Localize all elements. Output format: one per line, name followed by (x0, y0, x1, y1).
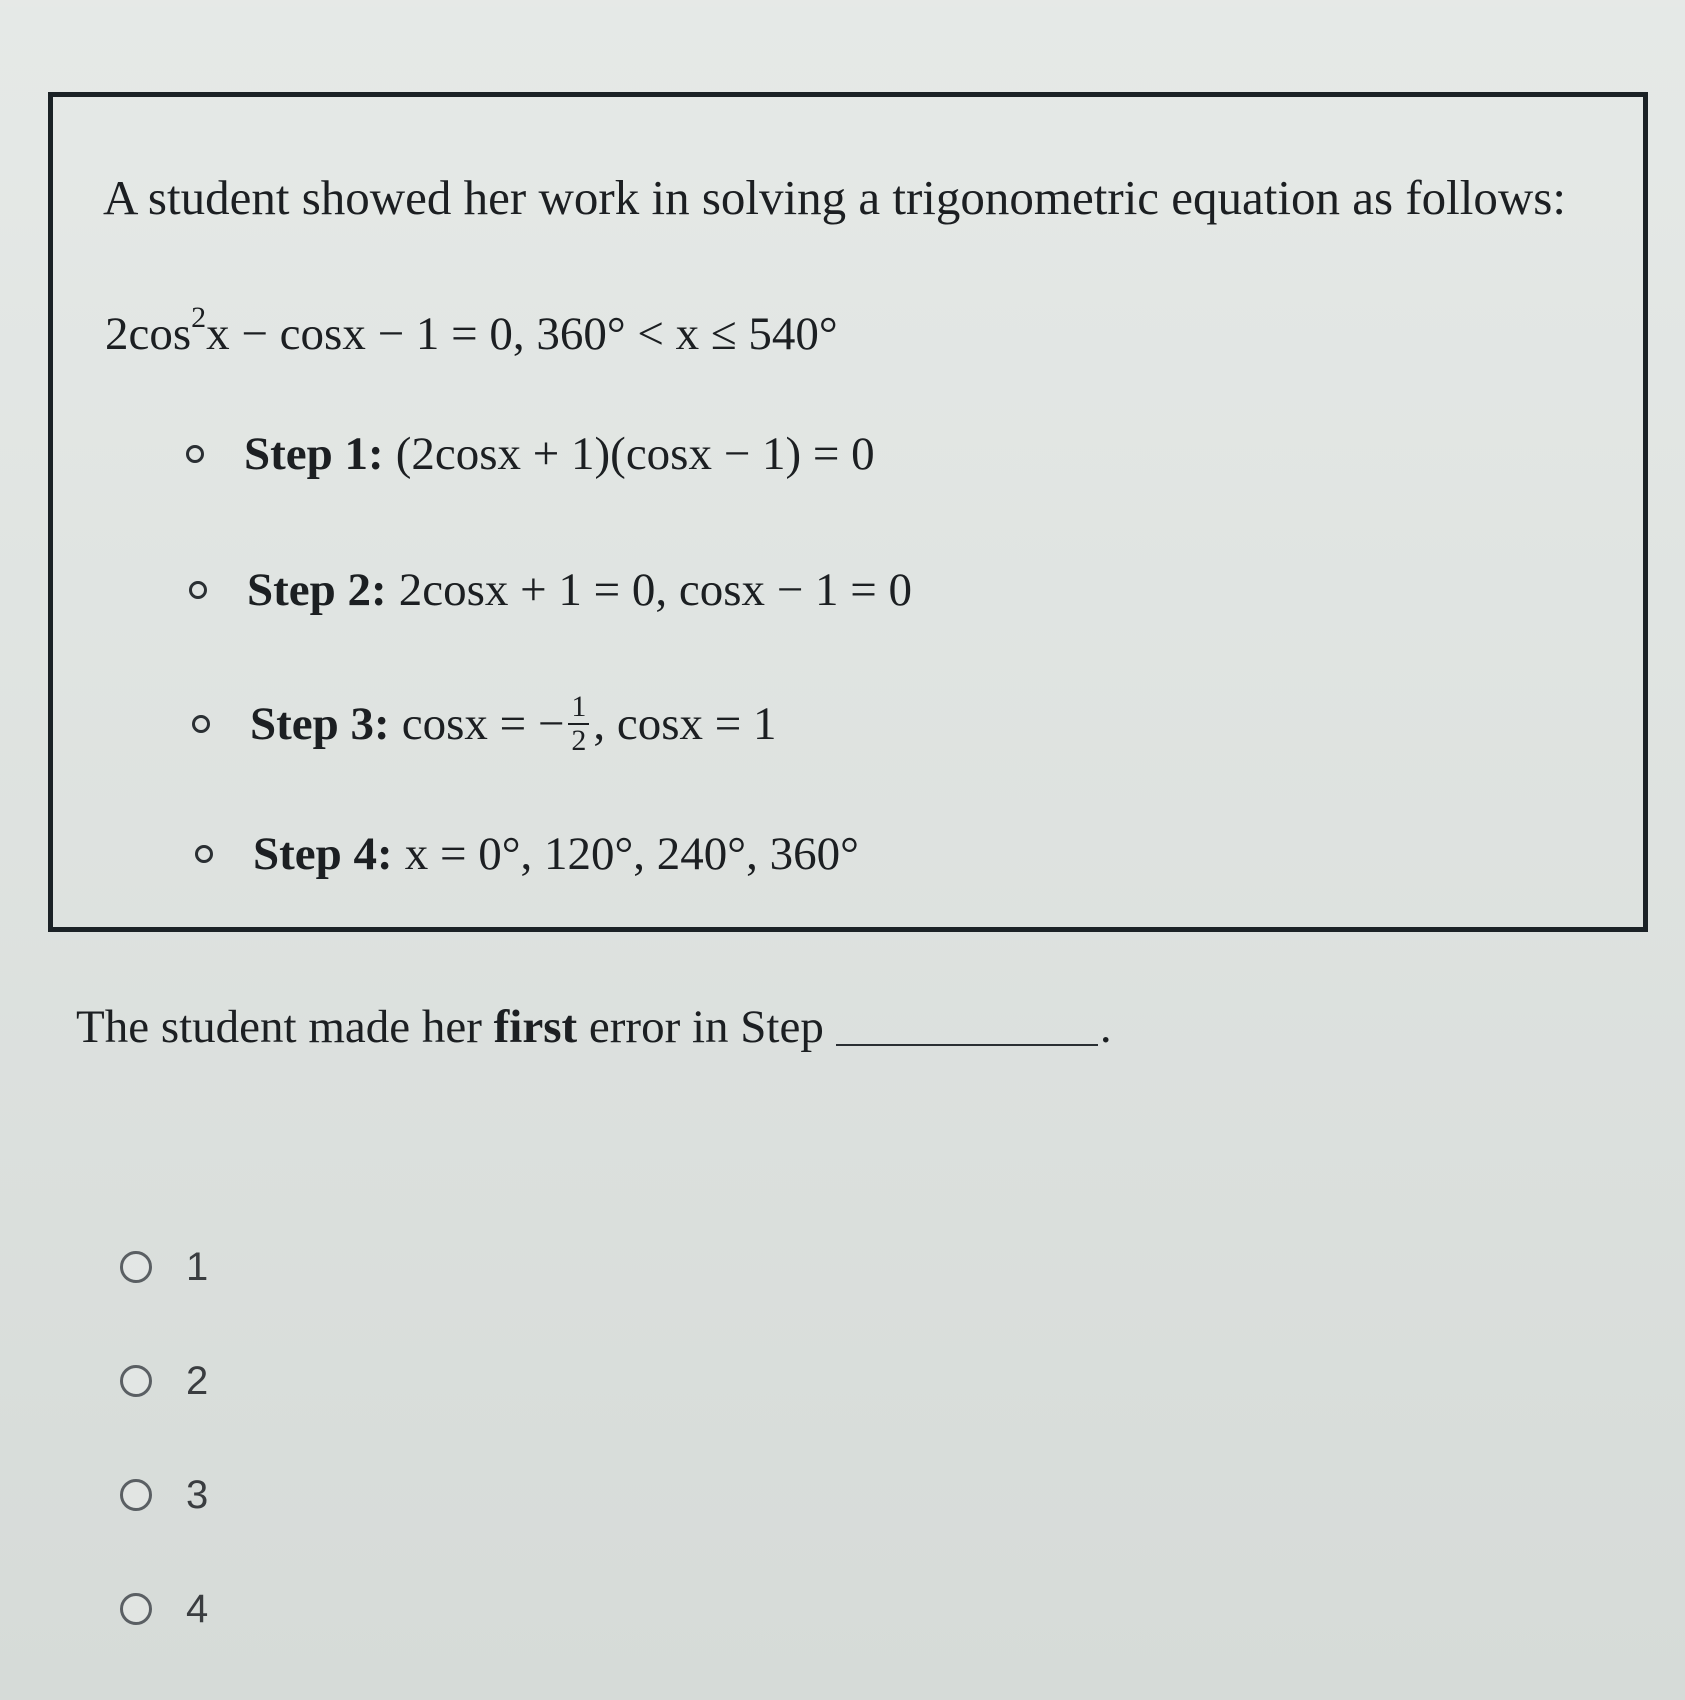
answer-blank (836, 1044, 1098, 1046)
answer-choices (120, 1210, 208, 1666)
choice-4[interactable] (120, 1552, 208, 1666)
followup-text: error in Step (577, 1001, 824, 1053)
question-box (48, 92, 1648, 932)
step-content: (2cosx + 1)(cosx − 1) = 0 (395, 428, 875, 480)
equation-part: x − cosx − 1 = 0, 360° < x ≤ 540° (206, 308, 838, 360)
choice-label: 4 (186, 1586, 209, 1631)
choice-label: 1 (186, 1244, 209, 1289)
choice-label: 3 (186, 1472, 209, 1517)
step-2 (189, 563, 912, 617)
followup-bold-word: first (493, 1001, 578, 1053)
bullet-icon (189, 581, 207, 599)
step-label: Step 1: (244, 428, 384, 480)
step-content: 2cosx + 1 = 0, cosx − 1 = 0 (398, 564, 913, 616)
fraction-denominator: 2 (571, 724, 587, 757)
choice-label: 2 (186, 1358, 209, 1403)
bullet-icon (192, 715, 210, 733)
followup-punctuation: . (1099, 1001, 1112, 1053)
fraction (568, 692, 589, 756)
choice-3[interactable] (120, 1438, 208, 1552)
step-label: Step 3: (250, 698, 390, 750)
bullet-icon (195, 845, 213, 863)
radio-button-icon[interactable] (120, 1479, 152, 1511)
step-label: Step 4: (253, 828, 393, 880)
radio-button-icon[interactable] (120, 1251, 152, 1283)
step-content-before: cosx = − (401, 698, 565, 750)
question-prompt: A student showed her work in solving a trigonometric equation as follows: (103, 170, 1566, 225)
step-content: x = 0°, 120°, 240°, 360° (404, 828, 859, 880)
radio-button-icon[interactable] (120, 1593, 152, 1625)
bullet-icon (186, 445, 204, 463)
radio-button-icon[interactable] (120, 1365, 152, 1397)
step-3 (192, 692, 777, 756)
step-content-after: , cosx = 1 (593, 698, 777, 750)
equation-part: 2cos (105, 308, 192, 360)
choice-1[interactable] (120, 1210, 208, 1324)
equation-exponent: 2 (191, 301, 207, 334)
step-label: Step 2: (247, 564, 387, 616)
followup-question (76, 1000, 1112, 1054)
step-1 (186, 427, 875, 481)
fraction-numerator: 1 (568, 692, 589, 725)
trig-equation (105, 301, 838, 361)
choice-2[interactable] (120, 1324, 208, 1438)
followup-text: The student made her (76, 1001, 494, 1053)
step-4 (195, 827, 859, 881)
